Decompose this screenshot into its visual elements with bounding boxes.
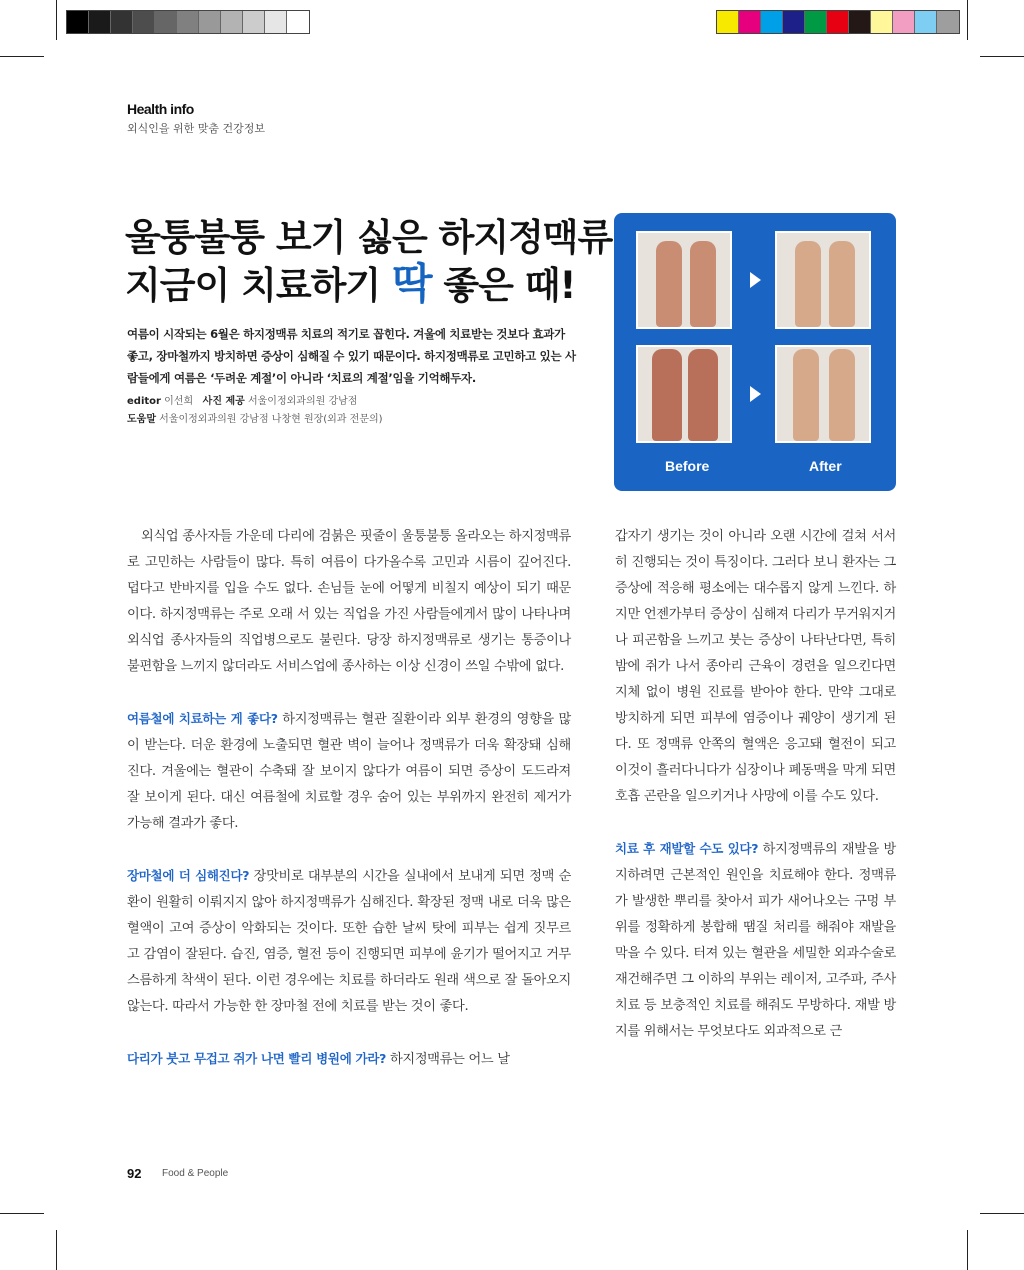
headline <box>125 215 612 309</box>
swatch <box>221 11 243 33</box>
color-calibration-bar <box>716 10 960 34</box>
headline-line-2-post: 좋은 때! <box>431 264 576 307</box>
editor-label: editor <box>127 396 161 407</box>
headline-line-2 <box>125 261 612 309</box>
right-column <box>615 524 896 1071</box>
swatch <box>111 11 133 33</box>
help-label: 도움말 <box>127 414 156 425</box>
before-after-image <box>614 213 896 491</box>
swatch <box>177 11 199 33</box>
section-subtitle: 외식인을 위한 맞춤 건강정보 <box>127 122 266 135</box>
crop-mark <box>56 0 57 40</box>
help-credit: 서울이정외과의원 강남점 나창현 원장(외과 전문의) <box>159 414 383 425</box>
swatch <box>717 11 739 33</box>
crop-mark <box>56 1230 57 1270</box>
crop-mark <box>0 56 44 57</box>
left-column <box>127 524 571 1099</box>
crop-mark <box>0 1213 44 1214</box>
crop-mark <box>967 1230 968 1270</box>
before-photo-top <box>636 231 732 329</box>
editor-name: 이선희 <box>164 396 194 407</box>
arrow-right-icon <box>750 272 761 288</box>
swatch <box>827 11 849 33</box>
paragraph-text: 장맛비로 대부분의 시간을 실내에서 보내게 되면 정맥 순환이 원활히 이뤄지지 않아 하지정맥류가 심해진다. 확장된 정맥 내로 더욱 많은 혈액이 고여 증상이 악화되는 것이다. 또한 습한 날씨 탓에 피부는 쉽게 짓무르고 감염이 잘된다. 습진, 염증, 혈전 등이 진행되면 피부에 윤기가 떨어지고 거무스름하게 착색이 된다. 이런 경우에는 치료를 하더라도 원래 색으로 잘 돌아오지 않는다. 따라서 가능한 한 장마철 전에 치료를 받는 것이 좋다. <box>127 869 572 1014</box>
swatch <box>893 11 915 33</box>
body-paragraph <box>127 863 571 1020</box>
lead-paragraph: 여름이 시작되는 6월은 하지정맥류 치료의 적기로 꼽힌다. 겨울에 치료받는 것보다 효과가 좋고, 장마철까지 방치하면 증상이 심해질 수 있기 때문이다. 하지정맥류로 고민하고 있는 사람들에게 여름은 ‘두려운 계절’이 아니라 ‘치료의 계절’임을 기억해두자. <box>127 327 576 385</box>
crop-mark <box>980 56 1024 57</box>
swatch <box>739 11 761 33</box>
arrow-right-icon <box>750 386 761 402</box>
swatch <box>915 11 937 33</box>
after-caption: After <box>809 458 842 474</box>
body-paragraph: 외식업 종사자들 가운데 다리에 검붉은 핏줄이 울퉁불퉁 올라오는 하지정맥류로 고민하는 사람들이 많다. 특히 여름이 다가올수록 고민과 시름이 깊어진다. 덥다고 반바지를 입을 수도 없다. 손님들 눈에 어떻게 비칠지 예상이 되기 때문이다. 하지정맥류는 주로 오래 서 있는 직업을 가진 사람들에게서 많이 나타나며 외식업 종사자들의 직업병으로도 불린다. 당장 하지정맥류로 생기는 통증이나 불편함을 느끼지 않더라도 서비스업에 종사하는 이상 신경이 쓰일 수밖에 없다. <box>127 529 571 674</box>
swatch <box>67 11 89 33</box>
question-heading: 치료 후 재발할 수도 있다? <box>615 841 759 856</box>
before-photo-bottom <box>636 345 732 443</box>
swatch <box>243 11 265 33</box>
paragraph-text: 하지정맥류는 어느 날 <box>386 1052 510 1067</box>
headline-line-2-pre: 지금이 치료하기 <box>125 264 392 307</box>
swatch <box>133 11 155 33</box>
headline-highlight: 딱 <box>391 259 432 308</box>
swatch <box>805 11 827 33</box>
body-paragraph: 갑자기 생기는 것이 아니라 오랜 시간에 걸쳐 서서히 진행되는 것이 특징이다. 그러다 보니 환자는 그 증상에 적응해 평소에는 대수롭지 않게 느낀다. 하지만 언젠가부터 증상이 심해져 다리가 무거워지거나 피곤함을 느끼고 붓는 증상이 나타난다면, 특히 밤에 쥐가 나서 종아리 근육이 경련을 일으킨다면 지체 없이 병원 진료를 받아야 한다. 만약 그대로 방치하게 되면 피부에 염증이나 궤양이 생기게 된다. 또 정맥류 안쪽의 혈액은 응고돼 혈전이 되고 이것이 흘러다니다가 심장이나 폐동맥을 막게 되면 호흡 곤란을 일으키거나 사망에 이를 수도 있다. <box>615 529 896 804</box>
page-number: 92 <box>127 1166 142 1181</box>
after-photo-top <box>775 231 871 329</box>
photo-credit: 서울이정외과의원 강남점 <box>247 396 358 407</box>
swatch <box>89 11 111 33</box>
question-heading: 장마철에 더 심해진다? <box>127 868 250 883</box>
photo-label: 사진 제공 <box>202 396 245 407</box>
body-paragraph <box>615 836 896 1045</box>
credit-line-1 <box>127 393 383 411</box>
before-caption: Before <box>665 458 710 474</box>
swatch <box>937 11 959 33</box>
after-photo-bottom <box>775 345 871 443</box>
paragraph-text: 하지정맥류는 혈관 질환이라 외부 환경의 영향을 많이 받는다. 더운 환경에 노출되면 혈관 벽이 늘어나 정맥류가 더욱 확장돼 심해진다. 겨울에는 혈관이 수축돼 잘 보이지 않다가 여름이 되면 증상이 도드라져 잘 보이게 된다. 대신 여름철에 치료할 경우 숨어 있는 부위까지 완전히 제거가 가능해 결과가 좋다. <box>127 712 571 831</box>
credits <box>127 393 383 429</box>
headline-line-1: 울퉁불퉁 보기 싫은 하지정맥류 <box>125 216 613 259</box>
grayscale-calibration-bar <box>66 10 310 34</box>
swatch <box>199 11 221 33</box>
section-title: Health info <box>127 101 194 117</box>
question-heading: 여름철에 치료하는 게 좋다? <box>127 711 278 726</box>
body-paragraph <box>127 1046 571 1073</box>
body-paragraph <box>127 706 571 837</box>
magazine-name: Food & People <box>162 1168 229 1179</box>
question-heading: 다리가 붓고 무겁고 쥐가 나면 빨리 병원에 가라? <box>127 1051 387 1066</box>
crop-mark <box>980 1213 1024 1214</box>
swatch <box>761 11 783 33</box>
swatch <box>849 11 871 33</box>
paragraph-text: 하지정맥류의 재발을 방지하려면 근본적인 원인을 치료해야 한다. 정맥류가 발생한 뿌리를 찾아서 피가 새어나오는 구멍 부위를 정확하게 봉합해 땜질 처리를 해줘야 재발을 막을 수 있다. 터져 있는 혈관을 세밀한 외과수술로 재건해주면 그 이하의 부위는 레이저, 고주파, 주사 치료 등 보충적인 치료를 해줘도 무방하다. 재발 방지를 위해서는 무엇보다도 외과적으로 근 <box>615 842 896 1039</box>
swatch <box>155 11 177 33</box>
credit-line-2 <box>127 411 383 429</box>
swatch <box>871 11 893 33</box>
swatch <box>287 11 309 33</box>
swatch <box>265 11 287 33</box>
swatch <box>783 11 805 33</box>
crop-mark <box>967 0 968 40</box>
